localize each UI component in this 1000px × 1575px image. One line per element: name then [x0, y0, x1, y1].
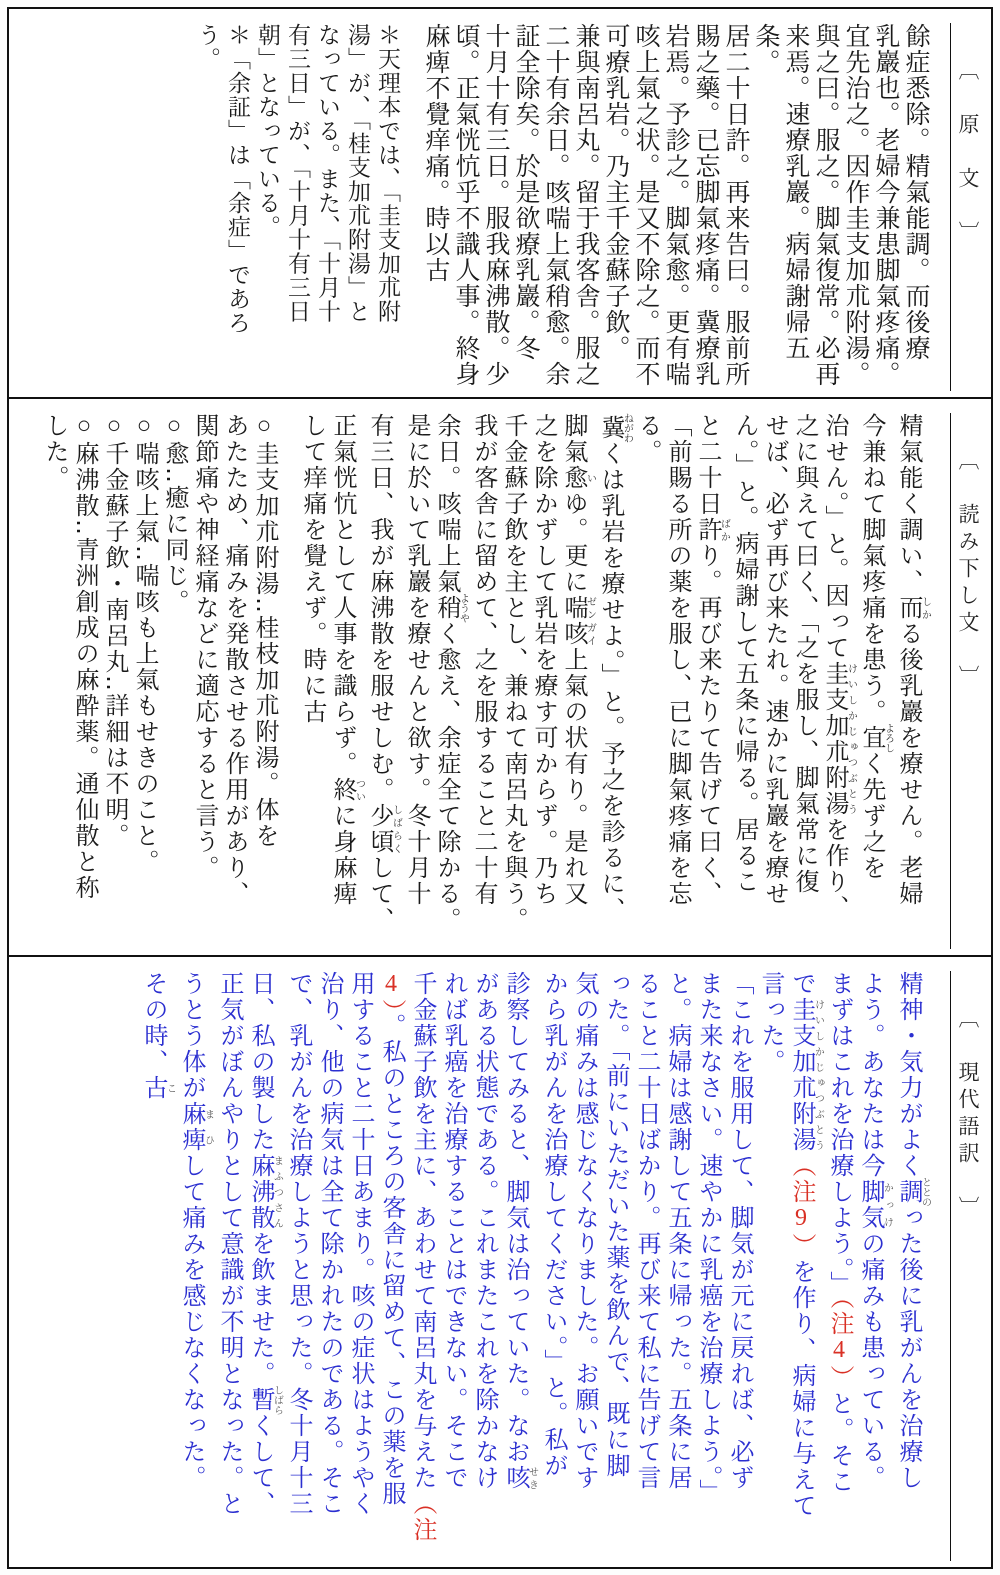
text-column: と二十日許ばかり。再び来たりて告げて曰く、 — [694, 413, 730, 907]
text-column: がある状態である。これまたこれを除かなけ — [471, 971, 497, 1491]
section-header-original: 〔 原 文 〕 — [950, 23, 987, 391]
text-column: なっている。また、「十月十 — [315, 23, 340, 324]
section-reading-text — [7, 397, 993, 957]
text-column: 言った。 — [757, 971, 783, 1075]
text-column: 乳巖也。老婦今兼患脚氣疼痛。 — [872, 23, 899, 387]
text-column: せば、必ず再び来たれ。速かに乳巖を療せ — [761, 413, 787, 907]
text-column: 湯」が、「桂支加朮附湯」と — [345, 23, 370, 324]
text-column: 来焉。速療乳巖。病婦謝帰五条。 — [752, 23, 809, 361]
text-column: れば乳癌を治療することはできない。そこで — [440, 971, 466, 1491]
text-column: 診察してみると、脚気は治っていた。なお咳せき — [502, 971, 538, 1491]
text-column: した。 — [41, 413, 67, 491]
text-column: 居二十日許。再来告曰。服前所 — [722, 23, 749, 387]
text-column: 用すること二十日あまり。咳の症状はようやく — [347, 971, 373, 1517]
text-column: 咳上氣之状。是又不除之。而不 — [632, 23, 659, 387]
text-column: 岩焉。予診之。脚氣愈。更有喘 — [662, 23, 689, 387]
text-column: 麻痺不覺痒痛。時以古 — [422, 23, 449, 283]
text-column: ＊天理本では、「圭支加朮附 — [375, 23, 400, 324]
text-column: 餘症悉除。精氣能調。而後療 — [902, 23, 929, 361]
text-column: った。「前にいただいた薬を飲んで、既に脚 — [602, 971, 628, 1479]
section-original-text — [7, 7, 993, 399]
text-column: 之に與えて曰く、「之を服し、脚氣常に復 — [791, 413, 817, 895]
text-column: 脚氣愈いゆ。更に喘咳ゼンガイ上氣の状有り。是れ又 — [560, 413, 596, 907]
section-original-inner — [9, 9, 991, 397]
text-column: 治せん。」と。因って圭支加朮附湯けいしかじゅつぶとうを作り、 — [821, 413, 857, 921]
text-column: 気の痛みは感じなくなりました。お願いです — [571, 971, 597, 1491]
text-column: 「前賜る所の薬を服し、已に脚氣疼痛を忘る。 — [634, 413, 690, 907]
text-column: 証全除矣。於是欲療乳巖。冬 — [512, 23, 539, 361]
text-column: また来なさい。速やかに乳癌を治療しよう。」 — [695, 971, 721, 1505]
text-column: ○千金蘇子飲・南呂丸‥詳細は不明。 — [101, 413, 127, 850]
text-column: よう。あなたは今脚気かっけの痛みも患っている。 — [857, 971, 893, 1491]
text-column: と。病婦は感謝して五条に帰った。五条に居 — [664, 971, 690, 1491]
section-header-translation: 〔 現代語訳 〕 — [950, 971, 987, 1561]
text-column: 今兼ねて脚氣疼痛を患う。宜よろしく先ず之を — [858, 413, 894, 881]
text-column: 是に於いて乳巖を療せんと欲す。冬十月十 — [403, 413, 429, 907]
text-column: うとう体が麻痺まひして痛みを感じなくなった。 — [178, 971, 214, 1491]
text-column: 関節痛や神経痛などに適応すると言う。 — [191, 413, 217, 881]
text-column: で、乳がんを治療しようと思った。冬十月十三 — [285, 971, 311, 1517]
text-column: 二十有余日。咳喘上氣稍愈。余 — [542, 23, 569, 387]
text-column: 余日。咳喘上氣稍ようやく愈え、余症全て除かる。 — [433, 413, 469, 933]
text-column: あたため、痛みを発散させる作用があり、 — [221, 413, 247, 907]
text-column: 賜之藥。已忘脚氣疼痛。冀療乳 — [692, 23, 719, 387]
text-column: 宜先治之。因作圭支加朮附湯。 — [842, 23, 869, 387]
text-column: その時、古こ — [140, 971, 176, 1101]
text-column: う。 — [195, 23, 220, 71]
text-column: して痒痛を覺えず。時に古 — [299, 413, 325, 725]
section-modern-translation — [7, 955, 993, 1569]
text-column: 之を除かずして乳岩を療す可からず。乃ち — [530, 413, 556, 907]
text-column: 千金蘇子飲を主に、あわせて南呂丸を与えた（注 — [409, 971, 435, 1543]
section-header-reading: 〔 読み下し文 〕 — [950, 413, 987, 949]
text-column: ○愈‥癒に同じ。 — [161, 413, 187, 616]
text-column: 冀ねがわくは乳岩を療せよ。」と。予之を診るに、 — [597, 413, 633, 923]
text-column: 朝」となっている。 — [255, 23, 280, 239]
text-column: ○麻沸散‥青洲創成の麻酔薬。通仙散と称 — [71, 413, 97, 902]
text-column: 十月十有三日。服我麻沸散。少 — [482, 23, 509, 387]
text-column: ること二十日ばかり。再び来て私に告げて言 — [633, 971, 659, 1491]
text-column: 兼與南呂丸。留于我客舎。服之 — [572, 23, 599, 387]
text-column: ○圭支加朮附湯‥桂枝加朮附湯。体を — [251, 413, 277, 850]
text-column: 正氣恍忼として人事を識らず。終ついに身麻痺 — [329, 413, 365, 907]
text-column: 與之曰。服之。脚氣復常。必再 — [812, 23, 839, 387]
text-column: で圭支加朮附湯けいしかじゅつぶとう（注9）を作り、病婦に与えて — [788, 971, 824, 1519]
text-column: 千金蘇子飲を主とし、兼ねて南呂丸を與う。 — [500, 413, 526, 933]
text-column: 我が客舎に留めて、之を服すること二十有 — [470, 413, 496, 907]
text-column: 正気がぼんやりとして意識が不明となった。と — [216, 971, 242, 1517]
text-column: 精氣能く調い、而しかる後乳巖を療せん。老婦 — [895, 413, 931, 907]
text-column: ○喘咳上氣‥喘咳も上氣もせきのこと。 — [131, 413, 157, 876]
text-column: ん。」と。病婦謝して五条に帰る。居るこ — [731, 413, 757, 895]
text-column: 日、私の製した麻沸散まふつさんを飲ませた。暫しばらくして、 — [247, 971, 283, 1517]
text-column: 「これを服用して、脚気が元に戻れば、必ず — [726, 971, 752, 1491]
text-column: 可療乳岩。乃主千金蘇子飲。 — [602, 23, 629, 361]
text-column: ＊「余証」は「余症」であろ — [225, 23, 250, 335]
section-translation-inner — [9, 957, 991, 1567]
text-column: まずはこれを治療しよう。」（注4）と。そこ — [826, 971, 852, 1495]
text-column: 有三日」が、「十月十有三日 — [285, 23, 310, 324]
text-column: 4）。私のところの客舎に留めて、この薬を服 — [378, 971, 404, 1507]
text-column: 頃。正氣恍忼乎不識人事。終身 — [452, 23, 479, 387]
text-column: から乳がんを治療してください。」と。私が — [540, 971, 566, 1479]
section-reading-inner — [9, 399, 991, 955]
text-column: 精神・気力がよく調ととのった後に乳がんを治療し — [895, 971, 931, 1491]
text-column: 治り、他の病気は全て除かれたのである。そこ — [316, 971, 342, 1517]
text-column: 有三日、我が麻沸散を服せしむ。少頃しばらくして、 — [366, 413, 402, 933]
